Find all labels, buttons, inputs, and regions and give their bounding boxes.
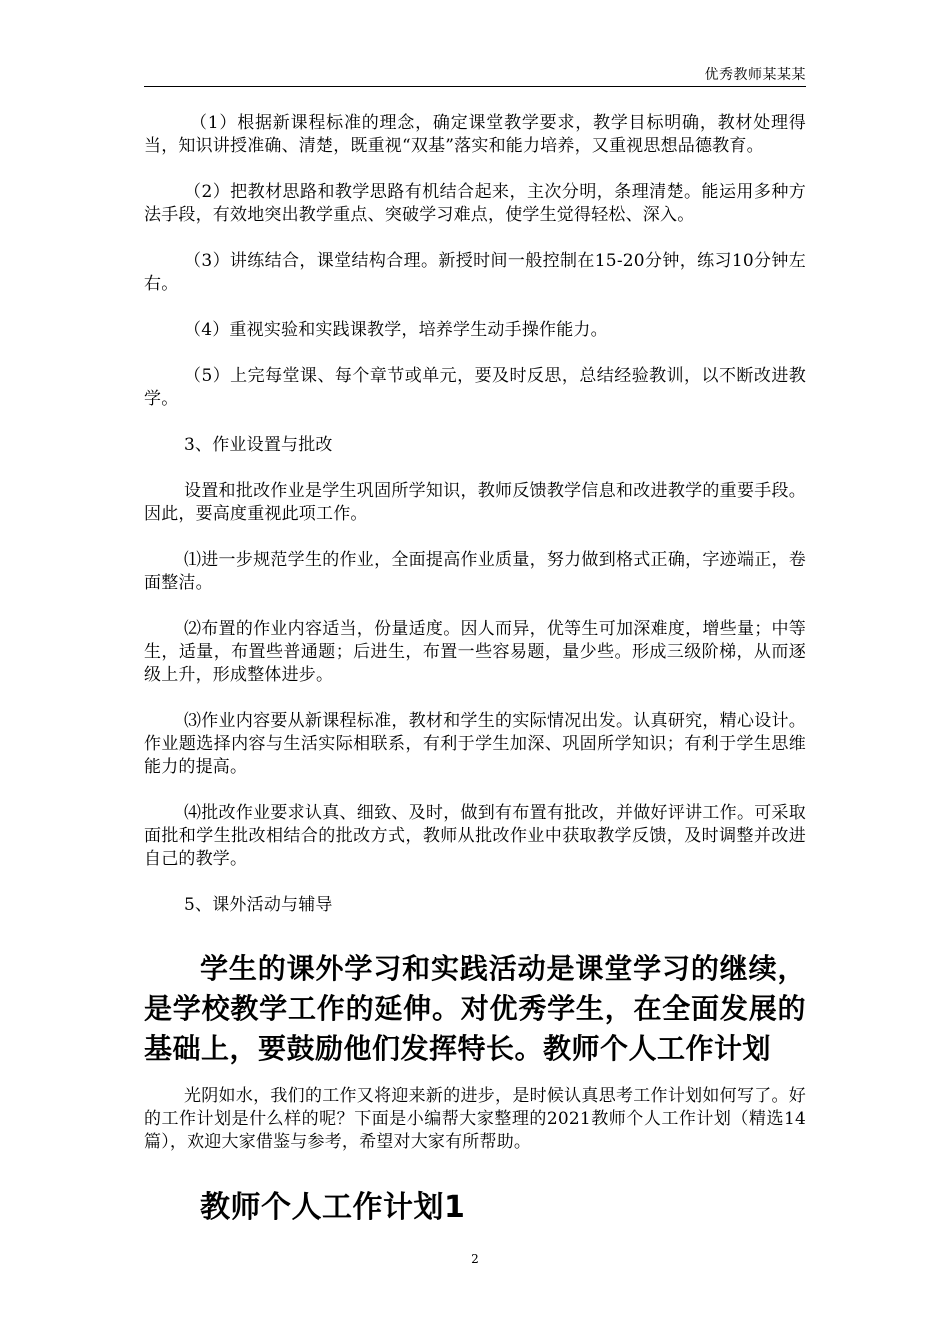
paragraph-3: （3）讲练结合，课堂结构合理。新授时间一般控制在15-20分钟，练习10分钟左右。 — [144, 251, 806, 294]
page-number: 2 — [471, 1252, 479, 1266]
paragraph-homework-3: ⑶作业内容要从新课程标准，教材和学生的实际情况出发。认真研究，精心设计。作业题选择内容与生活实际相联系，有利于学生加深、巩固所学知识；有利于学生思维能力的提高。 — [144, 711, 806, 777]
section-title-homework: 3、作业设置与批改 — [184, 435, 333, 455]
paragraph-homework-intro: 设置和批改作业是学生巩固所学知识，教师反馈教学信息和改进教学的重要手段。因此，要高度重视此项工作。 — [144, 481, 806, 524]
document-body — [144, 112, 806, 1228]
bold-large-paragraph: 学生的课外学习和实践活动是课堂学习的继续，是学校教学工作的延伸。对优秀学生，在全面发展的基础上，要鼓励他们发挥特长。教师个人工作计划 — [144, 952, 806, 1065]
intro-paragraph: 光阴如水，我们的工作又将迎来新的进步，是时候认真思考工作计划如何写了。好的工作计划是什么样的呢？下面是小编帮大家整理的2021教师个人工作计划（精选14篇），欢迎大家借鉴与参考，希望对大家有所帮助。 — [144, 1086, 806, 1152]
header-divider — [144, 86, 806, 87]
section-heading: 教师个人工作计划1 — [200, 1190, 466, 1225]
paragraph-1: （1）根据新课程标准的理念，确定课堂教学要求，教学目标明确，教材处理得当，知识讲授准确、清楚，既重视“双基”落实和能力培养，又重视思想品德教育。 — [144, 113, 806, 156]
paragraph-homework-4: ⑷批改作业要求认真、细致、及时，做到有布置有批改，并做好评讲工作。可采取面批和学生批改相结合的批改方式，教师从批改作业中获取教学反馈，及时调整并改进自己的教学。 — [144, 803, 806, 869]
paragraph-5: （5）上完每堂课、每个章节或单元，要及时反思，总结经验教训，以不断改进教学。 — [144, 366, 806, 409]
section-title-activities: 5、课外活动与辅导 — [184, 895, 333, 915]
paragraph-4: （4）重视实验和实践课教学，培养学生动手操作能力。 — [184, 320, 608, 340]
page-header-title: 优秀教师某某某 — [704, 67, 806, 83]
paragraph-2: （2）把教材思路和教学思路有机结合起来，主次分明，条理清楚。能运用多种方法手段，有效地突出教学重点、突破学习难点，使学生觉得轻松、深入。 — [144, 182, 806, 225]
paragraph-homework-2: ⑵布置的作业内容适当，份量适度。因人而异，优等生可加深难度，增些量；中等生，适量，布置些普通题；后进生，布置一些容易题，量少些。形成三级阶梯，从而逐级上升，形成整体进步。 — [144, 619, 806, 685]
paragraph-homework-1: ⑴进一步规范学生的作业，全面提高作业质量，努力做到格式正确，字迹端正，卷面整洁。 — [144, 550, 806, 593]
